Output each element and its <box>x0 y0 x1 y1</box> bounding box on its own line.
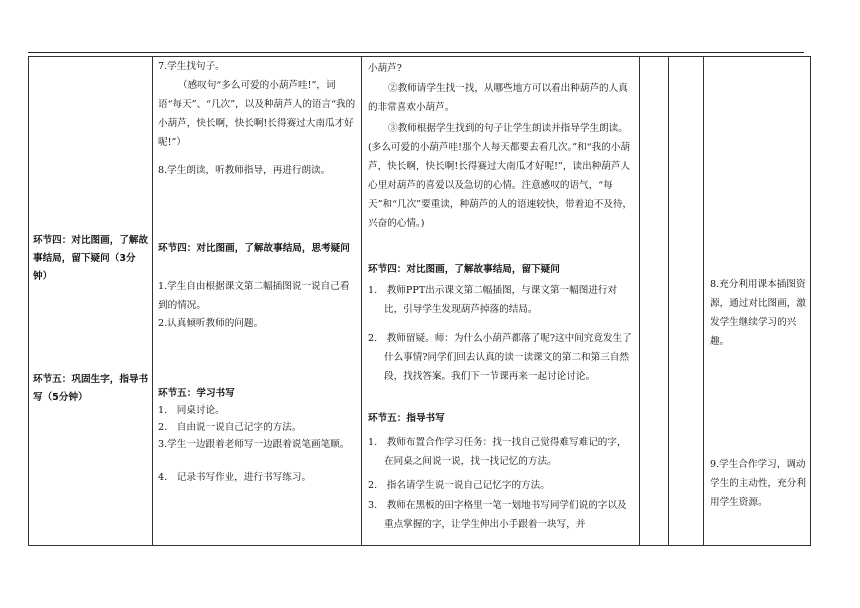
teacher-text: ③教师根据学生找到的句子让学生朗读并指导学生朗读。(多么可爱的小葫芦哇!那个人每天都要去看几次。”和“我的小葫芦，快长啊，快长啊!长得赛过大南瓜才好呢!”，读出种葫芦人心里对葫芦的喜爱以及急切的心情。注意感叹的语气，“每天”和“几次”要重读，种葫芦的人的语速较快，带着迫不及待，兴奋的心情。) <box>368 123 633 229</box>
teacher-text: ②教师请学生找一找，从哪些地方可以看出种葫芦的人真的非常喜欢小葫芦。 <box>368 83 628 113</box>
lesson-plan-table <box>28 56 811 546</box>
teacher-step5-item: 2. 指名请学生说一说自己记忆字的方法。 <box>368 480 550 491</box>
step5-heading: 环节五：巩固生字，指导书写（5分钟） <box>33 374 149 403</box>
empty-column <box>669 57 704 546</box>
teacher-step5-item: 3. 教师在黑板的田字格里一笔一划地书写同学们说的字以及重点掌握的字，让学生伸出小手跟着一块写，并 <box>368 500 627 530</box>
step4-heading: 环节四：对比图画，了解故事结局，留下疑问（3分钟） <box>33 235 149 282</box>
intent-note-8: 8.充分利用课本插图资源，通过对比图画，激发学生继续学习的兴趣。 <box>710 279 806 347</box>
student-step8: 8.学生朗读，听教师指导，再进行朗读。 <box>158 165 331 176</box>
student-step7-detail: （感叹句“多么可爱的小葫芦哇!”，词语“每天”、“几次”，以及种葫芦人的语言“我的小葫芦，快长啊，快长啊!长得赛过大南瓜才好呢!”） <box>158 80 356 148</box>
student-step7: 7.学生找句子。 <box>158 61 225 72</box>
step-column <box>29 57 153 546</box>
teacher-activity-column <box>362 57 640 546</box>
top-rule <box>28 52 804 53</box>
student-step5-title: 环节五：学习书写 <box>158 388 235 399</box>
student-step5-item: 2. 自由说一说自己记字的方法。 <box>158 422 302 433</box>
student-step5-item: 3.学生一边跟着老师写一边跟着说笔画笔顺。 <box>158 439 350 450</box>
teacher-text: 小葫芦? <box>368 63 402 74</box>
intent-note-9: 9.学生合作学习，调动学生的主动性，充分利用学生资源。 <box>710 459 806 508</box>
teacher-step5-title: 环节五：指导书写 <box>368 413 445 424</box>
empty-column <box>640 57 669 546</box>
student-activity-column <box>153 57 362 546</box>
teacher-step4-item: 1. 教师PPT出示课文第二幅插图，与课文第一幅图进行对比，引导学生发现葫芦掉落的结局。 <box>368 285 618 315</box>
student-step4-item: 1.学生自由根据课文第二幅插图说一说自己看到的情况。 <box>158 281 350 311</box>
teacher-step4-title: 环节四：对比图画，了解故事结局，留下疑问 <box>368 264 560 275</box>
table-row <box>29 57 811 546</box>
student-step4-title: 环节四：对比图画，了解故事结局，思考疑问 <box>158 243 350 254</box>
student-step5-item: 1. 同桌讨论。 <box>158 405 225 416</box>
student-step4-item: 2.认真倾听教师的问题。 <box>158 318 264 329</box>
design-intent-column <box>704 57 811 546</box>
student-step5-item: 4. 记录书写作业，进行书写练习。 <box>158 472 312 483</box>
teacher-step5-item: 1. 教师布置合作学习任务：找一找自己觉得难写难记的字，在同桌之间说一说，找一找记忆的方法。 <box>368 437 627 467</box>
teacher-step4-item: 2. 教师留疑。师：为什么小葫芦都落了呢?这中间究竟发生了什么事情?同学们回去认真的读一读课文的第二和第三自然段，找找答案。我们下一节课再来一起讨论讨论。 <box>368 333 632 382</box>
